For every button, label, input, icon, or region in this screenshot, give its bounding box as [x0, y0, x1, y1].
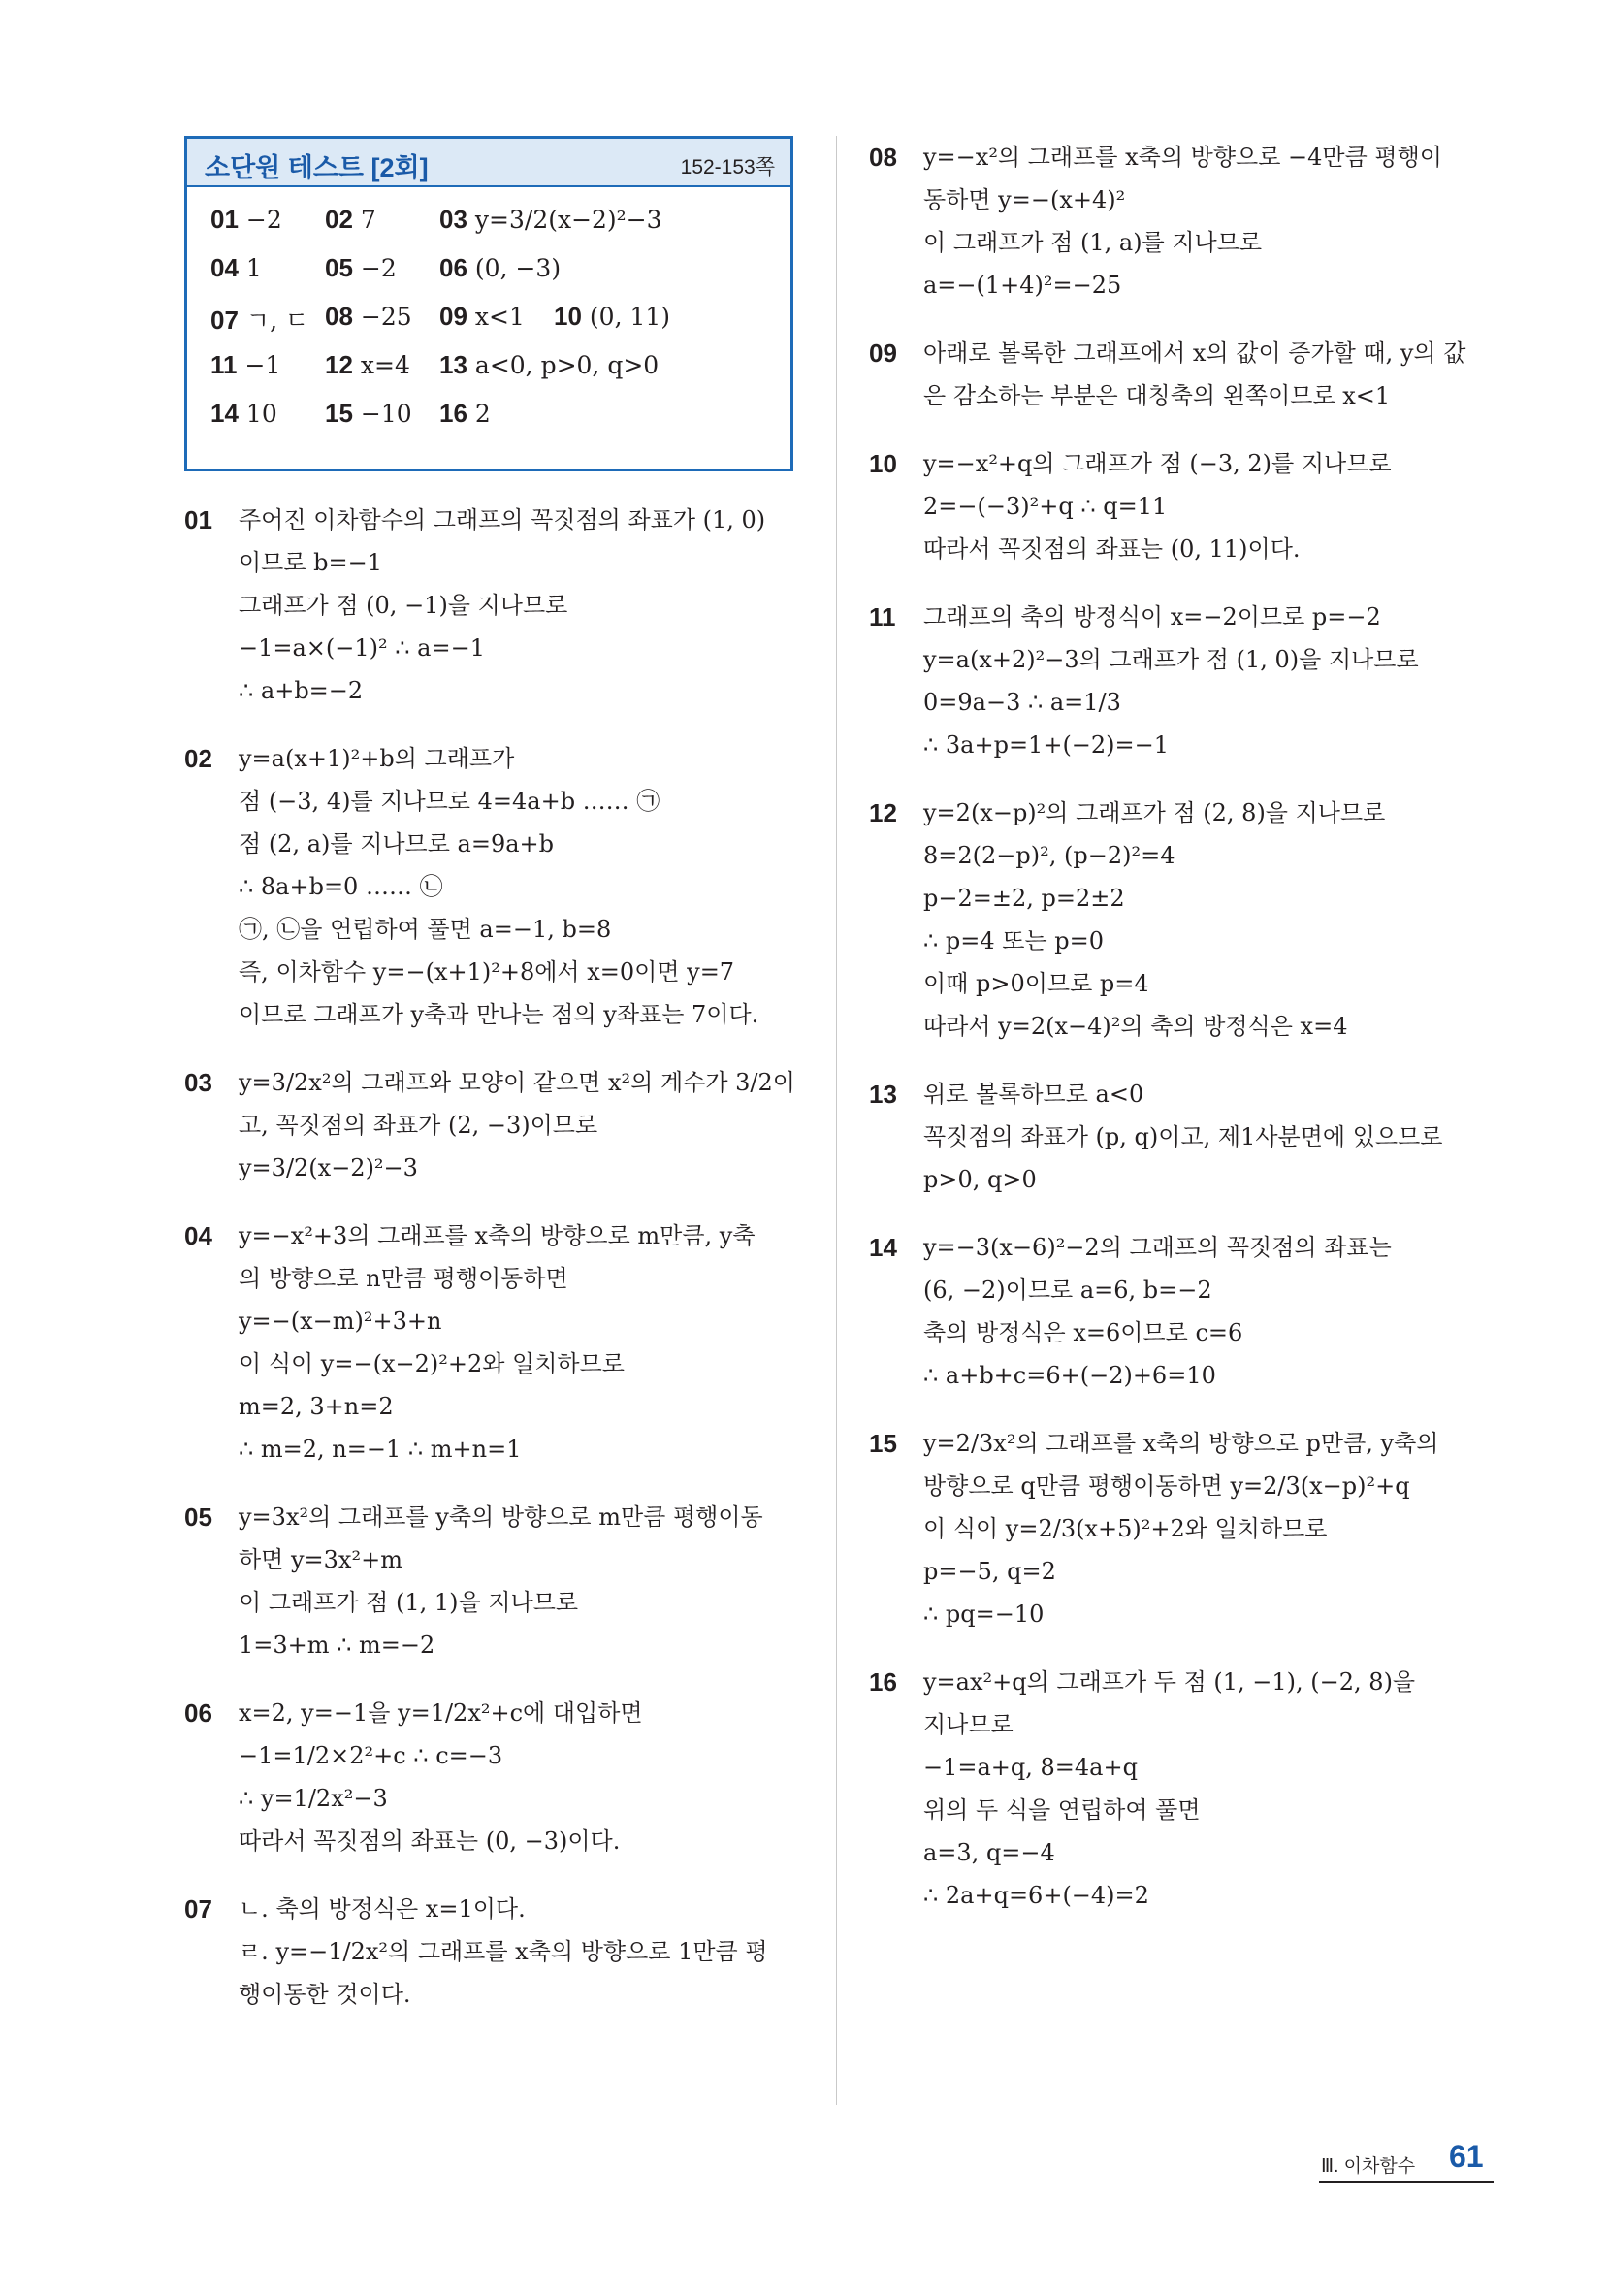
- answer-value: (0, 11): [589, 303, 671, 331]
- solution-line: 1=3+m ∴ m=−2: [239, 1632, 435, 1659]
- answer-cell: [439, 399, 491, 429]
- solution-line: y=3/2(x−2)²−3: [239, 1154, 418, 1181]
- solution-line: y=−3(x−6)²−2의 그래프의 꼭짓점의 좌표는: [923, 1234, 1392, 1261]
- solution-line: 따라서 꼭짓점의 좌표는 (0, −3)이다.: [239, 1827, 621, 1855]
- solution-line: 은 감소하는 부분은 대칭축의 왼쪽이므로 x<1: [923, 382, 1391, 409]
- solution-line: 의 방향으로 n만큼 평행이동하면: [239, 1265, 568, 1292]
- answer-number: 03: [439, 205, 467, 234]
- answer-number: 16: [439, 399, 467, 428]
- column-divider: [836, 136, 837, 2105]
- solution-line: 그래프의 축의 방정식이 x=−2이므로 p=−2: [923, 603, 1381, 631]
- answer-number: 11: [210, 350, 238, 379]
- solution-line: 방향으로 q만큼 평행이동하면 y=2/3(x−p)²+q: [923, 1472, 1410, 1500]
- solution-line: y=−x²+3의 그래프를 x축의 방향으로 m만큼, y축: [239, 1222, 756, 1249]
- solution-line: 행이동한 것이다.: [239, 1981, 411, 2008]
- solution-line: ∴ pq=−10: [923, 1601, 1045, 1628]
- answer-value: y=3/2(x−2)²−3: [474, 206, 662, 234]
- solution-line: a=−(1+4)²=−25: [923, 272, 1122, 299]
- solution-line: 2=−(−3)²+q ∴ q=11: [923, 493, 1168, 520]
- answer-cell: [210, 350, 280, 380]
- solution-line: y=−x²의 그래프를 x축의 방향으로 −4만큼 평행이: [923, 144, 1442, 171]
- footer-chapter: Ⅲ. 이차함수: [1321, 2156, 1416, 2177]
- answer-number: 12: [325, 350, 353, 379]
- solution-line: 그래프가 점 (0, −1)을 지나므로: [239, 592, 568, 619]
- answer-value: 10: [245, 400, 277, 428]
- solution-line: (6, −2)이므로 a=6, b=−2: [923, 1277, 1212, 1304]
- solution-line: ㄴ. 축의 방정식은 x=1이다.: [239, 1895, 526, 1923]
- solution-line: 이 그래프가 점 (1, 1)을 지나므로: [239, 1589, 579, 1616]
- solution-line: 이 식이 y=2/3(x+5)²+2와 일치하므로: [923, 1515, 1328, 1542]
- answer-value: 2: [474, 400, 491, 428]
- solution-line: ∴ a+b=−2: [239, 677, 364, 704]
- answer-box: [184, 136, 793, 471]
- answer-number: 02: [325, 205, 353, 234]
- solution-number: 05: [184, 1503, 212, 1532]
- answer-value: x<1: [474, 303, 525, 331]
- answer-cell: [325, 302, 412, 332]
- solution-line: 위의 두 식을 연립하여 풀면: [923, 1796, 1201, 1824]
- solution-line: 점 (−3, 4)를 지나므로 4=4a+b …… ㉠: [239, 788, 660, 815]
- answer-cell: [439, 350, 659, 380]
- solution-12: [869, 792, 1490, 1048]
- solution-line: 0=9a−3 ∴ a=1/3: [923, 689, 1121, 716]
- solution-line: 동하면 y=−(x+4)²: [923, 186, 1126, 213]
- answer-value: a<0, p>0, q>0: [474, 351, 660, 379]
- answer-box-header: [187, 139, 790, 187]
- answer-number: 06: [439, 253, 467, 282]
- answer-number: 07: [210, 306, 239, 335]
- answer-value: x=4: [360, 351, 410, 379]
- solution-11: [869, 596, 1490, 766]
- right-column: [869, 136, 1490, 1942]
- solutions-left: [184, 499, 805, 2016]
- solution-line: p>0, q>0: [923, 1166, 1037, 1193]
- solution-line: y=3x²의 그래프를 y축의 방향으로 m만큼 평행이동: [239, 1504, 763, 1531]
- solution-line: 이 식이 y=−(x−2)²+2와 일치하므로: [239, 1350, 625, 1377]
- solution-number: 14: [869, 1233, 897, 1262]
- solution-line: 이때 p>0이므로 p=4: [923, 970, 1149, 997]
- answer-value: −2: [245, 206, 282, 234]
- solution-number: 03: [184, 1068, 212, 1097]
- solutions-right: [869, 136, 1490, 1917]
- answer-value: −25: [360, 303, 412, 331]
- solution-line: y=−x²+q의 그래프가 점 (−3, 2)를 지나므로: [923, 450, 1392, 477]
- solution-03: [184, 1061, 805, 1189]
- solution-number: 15: [869, 1429, 897, 1458]
- solution-02: [184, 737, 805, 1036]
- solution-line: m=2, 3+n=2: [239, 1393, 394, 1420]
- solution-line: ∴ 2a+q=6+(−4)=2: [923, 1882, 1149, 1909]
- solution-15: [869, 1422, 1490, 1635]
- solution-line: ∴ 8a+b=0 …… ㉡: [239, 873, 443, 900]
- solution-line: 점 (2, a)를 지나므로 a=9a+b: [239, 830, 555, 857]
- solution-line: 따라서 꼭짓점의 좌표는 (0, 11)이다.: [923, 535, 1301, 563]
- answer-box-pages: 152-153쪽: [680, 156, 775, 178]
- solution-line: a=3, q=−4: [923, 1839, 1055, 1866]
- solution-line: x=2, y=−1을 y=1/2x²+c에 대입하면: [239, 1699, 643, 1727]
- answer-cell: [439, 302, 525, 332]
- solution-line: 지나므로: [923, 1711, 1014, 1738]
- answer-value: 7: [360, 206, 376, 234]
- solution-line: ∴ p=4 또는 p=0: [923, 927, 1105, 954]
- answer-cell: [325, 350, 410, 380]
- solution-number: 07: [184, 1894, 212, 1924]
- answer-cell: [210, 399, 277, 429]
- answer-number: 05: [325, 253, 353, 282]
- solution-line: −1=a+q, 8=4a+q: [923, 1754, 1138, 1781]
- solution-line: y=ax²+q의 그래프가 두 점 (1, −1), (−2, 8)을: [923, 1668, 1416, 1696]
- answer-cell: [325, 399, 412, 429]
- solution-line: 주어진 이차함수의 그래프의 꼭짓점의 좌표가 (1, 0): [239, 506, 766, 534]
- answer-cell: [439, 253, 561, 283]
- solution-line: 위로 볼록하므로 a<0: [923, 1081, 1144, 1108]
- answer-box-title: 소단원 테스트 [2회]: [205, 153, 429, 182]
- solution-line: y=3/2x²의 그래프와 모양이 같으면 x²의 계수가 3/2이: [239, 1069, 795, 1096]
- solution-line: 따라서 y=2(x−4)²의 축의 방정식은 x=4: [923, 1013, 1348, 1040]
- solution-16: [869, 1661, 1490, 1917]
- footer-rule: [1319, 2181, 1494, 2183]
- solution-number: 08: [869, 143, 897, 172]
- solution-number: 10: [869, 449, 897, 478]
- solution-number: 04: [184, 1221, 212, 1250]
- solution-13: [869, 1073, 1490, 1201]
- solution-09: [869, 332, 1490, 417]
- answer-value: −10: [360, 400, 412, 428]
- solution-number: 16: [869, 1667, 897, 1697]
- solution-number: 11: [869, 602, 896, 631]
- solution-06: [184, 1692, 805, 1862]
- solution-line: y=−(x−m)²+3+n: [239, 1308, 442, 1335]
- answer-cell: [210, 205, 282, 235]
- solution-04: [184, 1214, 805, 1471]
- answer-value: −1: [244, 351, 281, 379]
- solution-number: 09: [869, 339, 897, 368]
- answer-number: 14: [210, 399, 239, 428]
- solution-line: 꼭짓점의 좌표가 (p, q)이고, 제1사분면에 있으므로: [923, 1123, 1443, 1150]
- answer-number: 01: [210, 205, 239, 234]
- solution-line: p=−5, q=2: [923, 1558, 1056, 1585]
- answer-number: 15: [325, 399, 353, 428]
- solution-line: 즉, 이차함수 y=−(x+1)²+8에서 x=0이면 y=7: [239, 958, 735, 986]
- answer-value: (0, −3): [474, 254, 562, 282]
- solution-line: ㉠, ㉡을 연립하여 풀면 a=−1, b=8: [239, 916, 612, 943]
- solution-line: −1=a×(−1)² ∴ a=−1: [239, 634, 485, 662]
- answer-value: ㄱ, ㄷ: [245, 307, 309, 335]
- solution-07: [184, 1888, 805, 2016]
- solution-number: 01: [184, 505, 212, 534]
- page-number: 61: [1449, 2139, 1484, 2174]
- solution-line: ∴ y=1/2x²−3: [239, 1785, 388, 1812]
- answer-number: 04: [210, 253, 239, 282]
- solution-line: y=a(x+2)²−3의 그래프가 점 (1, 0)을 지나므로: [923, 646, 1419, 673]
- solution-line: 8=2(2−p)², (p−2)²=4: [923, 842, 1175, 869]
- answer-cell: [439, 205, 662, 235]
- solution-line: y=a(x+1)²+b의 그래프가: [239, 745, 515, 772]
- answer-cell: [210, 302, 308, 337]
- solution-line: y=2(x−p)²의 그래프가 점 (2, 8)을 지나므로: [923, 799, 1386, 826]
- answer-number: 13: [439, 350, 467, 379]
- solution-line: 이므로 그래프가 y축과 만나는 점의 y좌표는 7이다.: [239, 1001, 759, 1028]
- solution-line: p−2=±2, p=2±2: [923, 885, 1125, 912]
- answer-value: −2: [360, 254, 397, 282]
- solution-05: [184, 1496, 805, 1666]
- solution-line: ∴ m=2, n=−1 ∴ m+n=1: [239, 1436, 522, 1463]
- solution-line: 하면 y=3x²+m: [239, 1546, 402, 1573]
- answer-value: 1: [245, 254, 262, 282]
- solution-line: ∴ a+b+c=6+(−2)+6=10: [923, 1362, 1216, 1389]
- solution-line: 아래로 볼록한 그래프에서 x의 값이 증가할 때, y의 값: [923, 340, 1466, 367]
- solution-line: y=2/3x²의 그래프를 x축의 방향으로 p만큼, y축의: [923, 1430, 1439, 1457]
- answer-cell: [554, 302, 670, 332]
- solution-number: 06: [184, 1698, 212, 1728]
- answer-number: 08: [325, 302, 353, 331]
- left-column: [184, 136, 805, 2041]
- answer-cell: [210, 253, 262, 283]
- solution-line: 고, 꼭짓점의 좌표가 (2, −3)이므로: [239, 1112, 598, 1139]
- solution-10: [869, 442, 1490, 570]
- solution-number: 13: [869, 1080, 897, 1109]
- solution-01: [184, 499, 805, 712]
- solution-line: −1=1/2×2²+c ∴ c=−3: [239, 1742, 503, 1769]
- answer-number: 09: [439, 302, 467, 331]
- solution-line: ∴ 3a+p=1+(−2)=−1: [923, 731, 1170, 759]
- answer-cell: [325, 253, 397, 283]
- answer-number: 10: [554, 302, 582, 331]
- solution-line: 이므로 b=−1: [239, 549, 383, 576]
- answer-cell: [325, 205, 376, 235]
- solution-14: [869, 1226, 1490, 1397]
- solution-08: [869, 136, 1490, 307]
- solution-number: 12: [869, 798, 897, 827]
- solution-line: 축의 방정식은 x=6이므로 c=6: [923, 1319, 1243, 1346]
- solution-number: 02: [184, 744, 212, 773]
- solution-line: 이 그래프가 점 (1, a)를 지나므로: [923, 229, 1263, 256]
- solution-line: ㄹ. y=−1/2x²의 그래프를 x축의 방향으로 1만큼 평: [239, 1938, 768, 1965]
